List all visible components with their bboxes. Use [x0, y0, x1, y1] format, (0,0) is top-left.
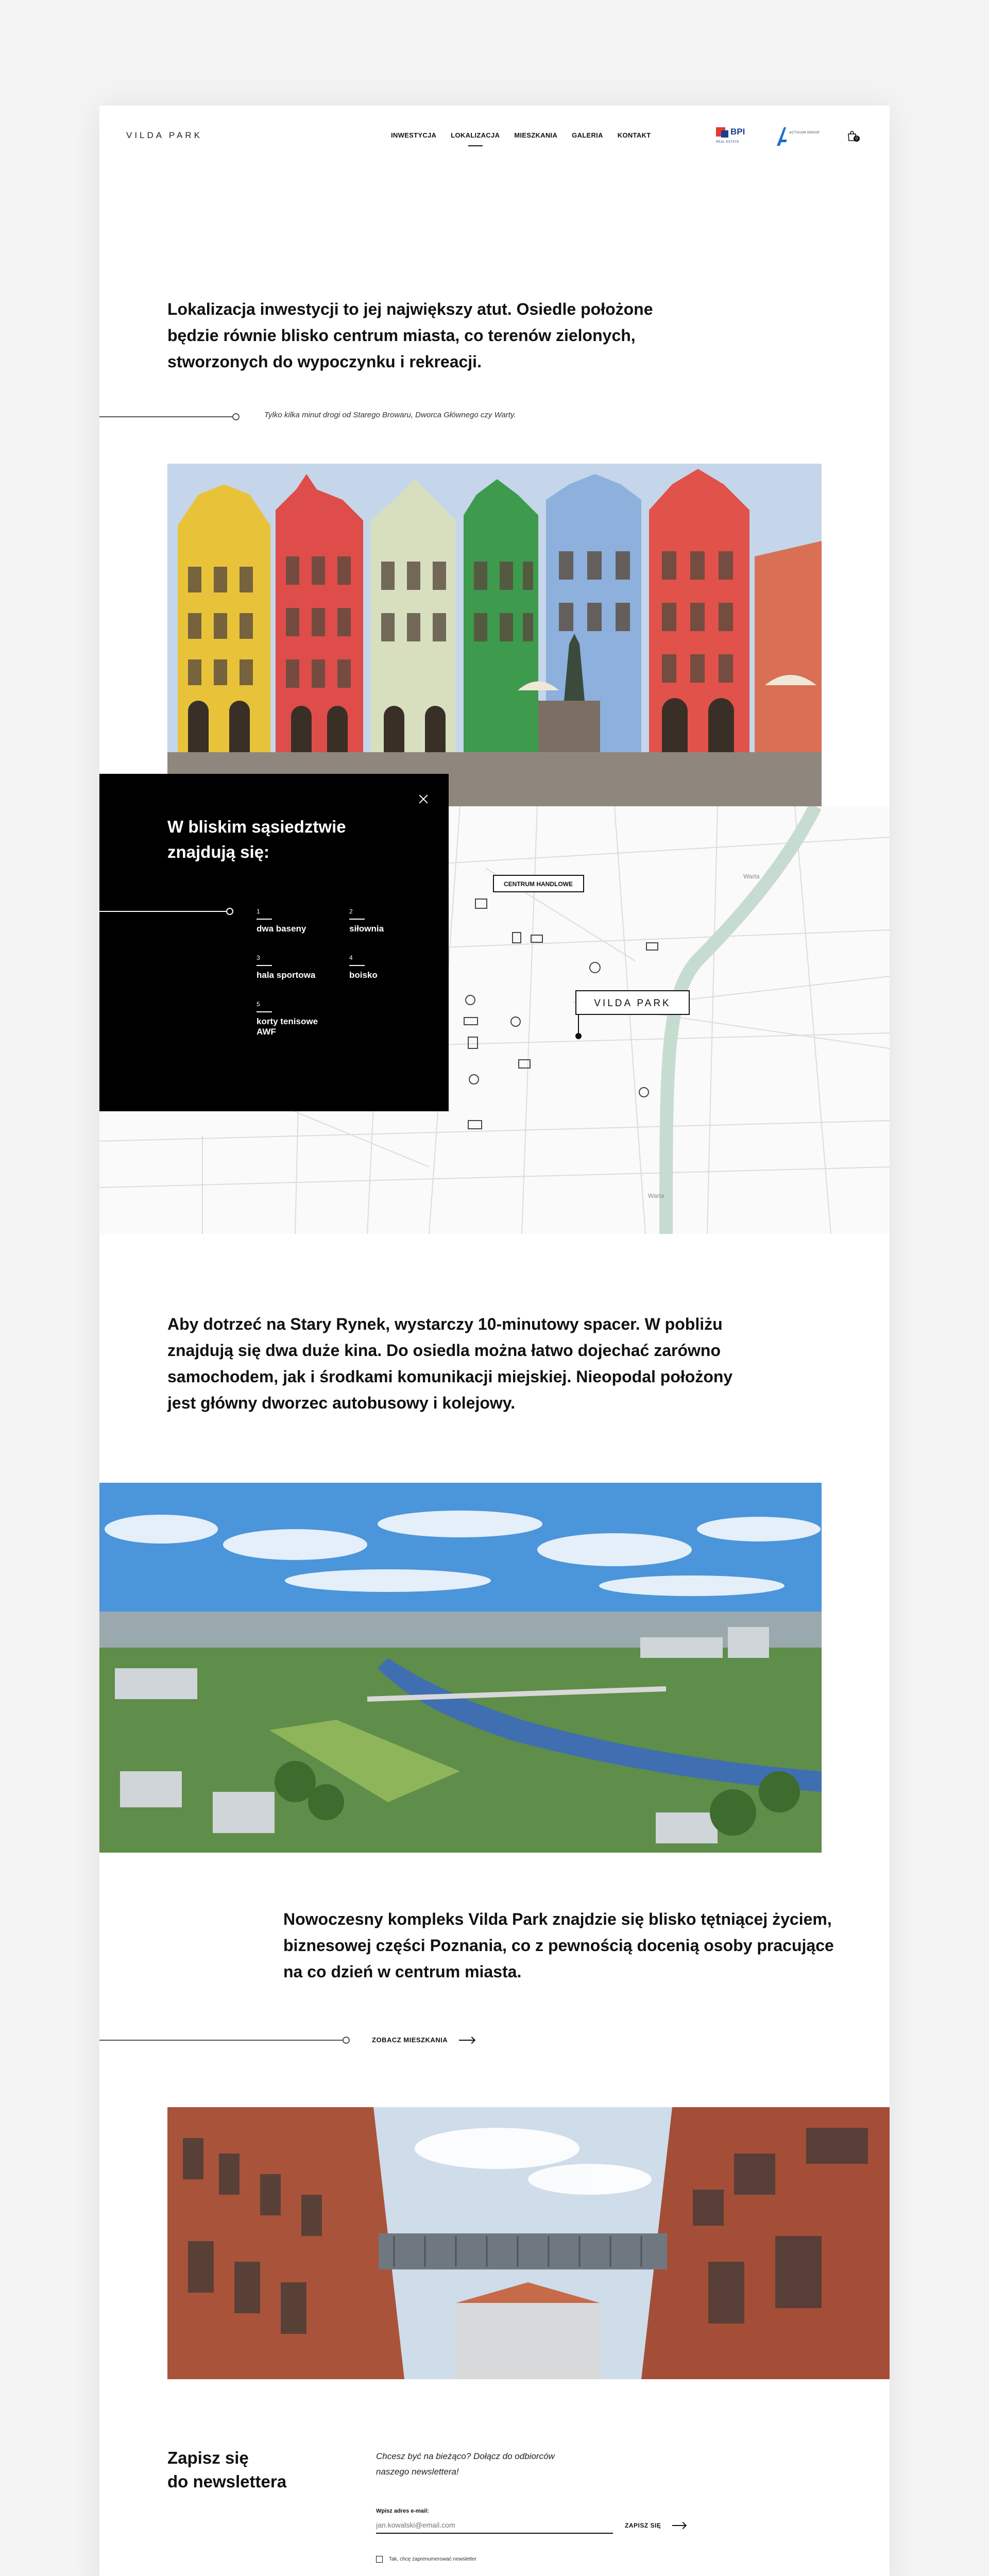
partner-bpi-name: BPI [730, 127, 745, 137]
vilda-park-pin-label: VILDA PARK [594, 998, 671, 1009]
logo[interactable]: VILDA PARK [126, 130, 202, 140]
nearby-card [99, 774, 449, 1111]
partner-logo-activium[interactable] [775, 125, 831, 148]
subscribe-button[interactable] [625, 2522, 686, 2529]
activium-mark-icon [775, 125, 788, 148]
nav-item-mieszkania[interactable]: MIESZKANIA [514, 131, 558, 139]
nav-item-lokalizacja[interactable]: LOKALIZACJA [451, 131, 500, 139]
cart-button[interactable] [846, 130, 859, 143]
arrow-right-icon [672, 2525, 686, 2526]
intro-caption: Tylko kilka minut drogi od Starego Browaru, Dworca Głównego czy Warty. [264, 411, 516, 419]
partner-activium-name: ACTIVIUM GROUP [789, 131, 820, 134]
old-town-houses-image [167, 464, 822, 809]
decorative-dot [232, 413, 240, 420]
map-street-label-2: Warta [648, 1192, 664, 1199]
amenity-item: 4 boisko [349, 954, 378, 980]
brewery-bridge-image [167, 2107, 890, 2379]
page [99, 106, 890, 2576]
amenity-item: 1 dwa baseny [257, 908, 306, 934]
email-label: Wpisz adres e-mail: [376, 2508, 429, 2514]
partner-bpi-sub: REAL ESTATE [716, 141, 740, 144]
business-text: Nowoczesny kompleks Vilda Park znajdzie się blisko tętniącej życiem, biznesowej części Poznania, co z pewnością docenią osoby pracujące na co dzień w centrum miasta. [283, 1910, 834, 1981]
location-pin-icon [575, 1033, 582, 1039]
amenity-item: 2 siłownia [349, 908, 384, 934]
arrow-right-icon [459, 2040, 474, 2041]
email-input[interactable] [376, 2517, 613, 2534]
nearby-title: W bliskim sąsiedztwie znajdują się: [167, 817, 346, 861]
decorative-dot [343, 2037, 350, 2044]
decorative-line [99, 2040, 346, 2041]
nav-item-galeria[interactable]: GALERIA [572, 131, 603, 139]
partner-logo-bpi[interactable] [714, 125, 755, 148]
amenity-item: 3 hala sportowa [257, 954, 316, 980]
subscribe-label: ZAPISZ SIĘ [625, 2522, 661, 2529]
see-apartments-label: ZOBACZ MIESZKANIA [372, 2036, 448, 2044]
checkbox-icon[interactable] [376, 2556, 383, 2563]
intro-text: Lokalizacja inwestycji to jej największy atut. Osiedle położone będzie równie blisko centrum miasta, co terenów zielonych, stworzonych do wypoczynku i rekreacji. [167, 300, 653, 371]
decorative-line [99, 416, 235, 417]
consent-checkbox[interactable] [376, 2556, 476, 2563]
cart-count-badge: 0 [854, 135, 860, 142]
map-street-label: Warta [743, 873, 760, 880]
shopping-center-label: CENTRUM HANDLOWE [504, 880, 573, 888]
nav-item-kontakt[interactable]: KONTAKT [617, 131, 651, 139]
newsletter-description: Chcesz być na bieżąco? Dołącz do odbiorców naszego newslettera! [376, 2451, 555, 2477]
amenity-item: 5 korty tenisowe AWF [257, 1001, 318, 1037]
close-icon[interactable] [418, 793, 429, 805]
see-apartments-link[interactable] [372, 2036, 474, 2044]
consent-label: Tak, chcę zaprenumerować newsletter [389, 2556, 477, 2562]
poznan-panorama-image [99, 1483, 822, 1853]
newsletter-title: Zapisz się do newslettera [167, 2448, 287, 2491]
main-nav [391, 131, 651, 139]
decorative-line [99, 911, 229, 912]
nav-item-inwestycja[interactable]: INWESTYCJA [391, 131, 437, 139]
header [99, 106, 890, 167]
access-text: Aby dotrzeć na Stary Rynek, wystarczy 10-minutowy spacer. W pobliżu znajdują się dwa duże kina. Do osiedla można łatwo dojechać zarówno samochodem, jak i środkami komunikacji miejskiej. Nieopodal położony jest główny dworzec autobusowy i kolejowy. [167, 1315, 733, 1412]
decorative-dot [226, 908, 233, 915]
